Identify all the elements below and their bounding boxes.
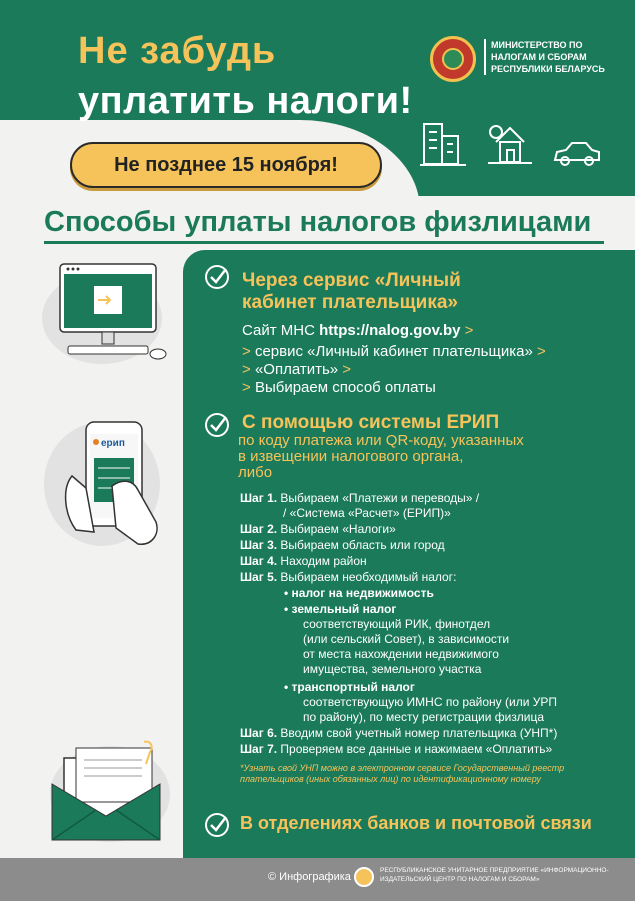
tax-land-desc: соответствующий РИК, финотдел [303, 617, 491, 631]
deadline-badge: Не позднее 15 ноября! [70, 142, 382, 188]
publisher-logo-icon [354, 867, 374, 887]
ministry-name: МИНИСТЕРСТВО ПО НАЛОГАМ И СБОРАМ РЕСПУБЛИКИ БЕЛАРУСЬ [484, 39, 614, 75]
check-icon [204, 264, 230, 290]
erip-label: ерип [101, 438, 125, 449]
envelope-illustration-icon [46, 740, 171, 845]
method1-line: > Выбираем способ оплаты [242, 379, 436, 396]
tax-land-desc: (или сельский Совет), в зависимости [303, 632, 510, 646]
tax-land-desc: имущества, земельного участка [303, 662, 482, 676]
phone-erip-illustration-icon [42, 418, 172, 550]
tax-land: • земельный налог [284, 602, 397, 616]
check-icon [204, 812, 230, 838]
tax-transport-desc: по району), по месту регистрации физлица [303, 710, 544, 724]
method1-line: > «Оплатить» > [242, 361, 352, 378]
ministry-emblem-icon [430, 36, 476, 82]
unp-footnote: *Узнать свой УНП можно в электронном сервисе Государственный реестр плательщиков (иных обязанных лиц) по идентификационному номеру [240, 763, 565, 784]
step-row: Шаг 4. Находим район [240, 554, 367, 568]
car-icon [552, 140, 602, 170]
method2-subtitle: по коду платежа или QR-коду, указанных в извещении налогового органа, либо [238, 432, 524, 481]
step-row: Шаг 7. Проверяем все данные и нажимаем «Оплатить» [240, 742, 553, 756]
step-row: Шаг 5. Выбираем необходимый налог: [240, 570, 457, 584]
method1-line: > сервис «Личный кабинет плательщика» > [242, 343, 546, 360]
title-line1: Не забудь [78, 30, 277, 72]
method1-title: Через сервис «Личный кабинет плательщика» [242, 270, 461, 313]
step-row: Шаг 1. Выбираем «Платежи и переводы» / [240, 491, 480, 505]
buildings-icon [420, 118, 466, 168]
house-icon [488, 118, 532, 168]
method3-title: В отделениях банков и почтовой связи [240, 813, 592, 833]
step-row: Шаг 2. Выбираем «Налоги» [240, 522, 396, 536]
computer-illustration-icon [40, 258, 175, 366]
tax-land-desc: от места нахождении недвижимого [303, 647, 499, 661]
step-row: Шаг 3. Выбираем область или город [240, 538, 445, 552]
section-title: Способы уплаты налогов физлицами [44, 206, 604, 244]
title-line2: уплатить налоги! [78, 80, 413, 122]
method2-title: С помощью системы ЕРИП [242, 412, 500, 433]
footer-org: РЕСПУБЛИКАНСКОЕ УНИТАРНОЕ ПРЕДПРИЯТИЕ «ИНФОРМАЦИОННО-ИЗДАТЕЛЬСКИЙ ЦЕНТР ПО НАЛОГАМ И СБОРАМ» [380, 867, 609, 883]
tax-property: • налог на недвижимость [284, 586, 434, 600]
step-row: / «Система «Расчет» (ЕРИП)» [283, 506, 451, 520]
check-icon [204, 412, 230, 438]
tax-transport-desc: соответствующую ИМНС по району (или УРП [303, 695, 558, 709]
step-row: Шаг 6. Вводим свой учетный номер плательщика (УНП*) [240, 726, 558, 740]
footer-credit: © Инфографика [268, 871, 351, 883]
site-link[interactable]: https://nalog.gov.by [319, 322, 461, 339]
method1-site: Сайт МНС https://nalog.gov.by > [242, 322, 474, 339]
tax-transport: • транспортный налог [284, 680, 415, 694]
